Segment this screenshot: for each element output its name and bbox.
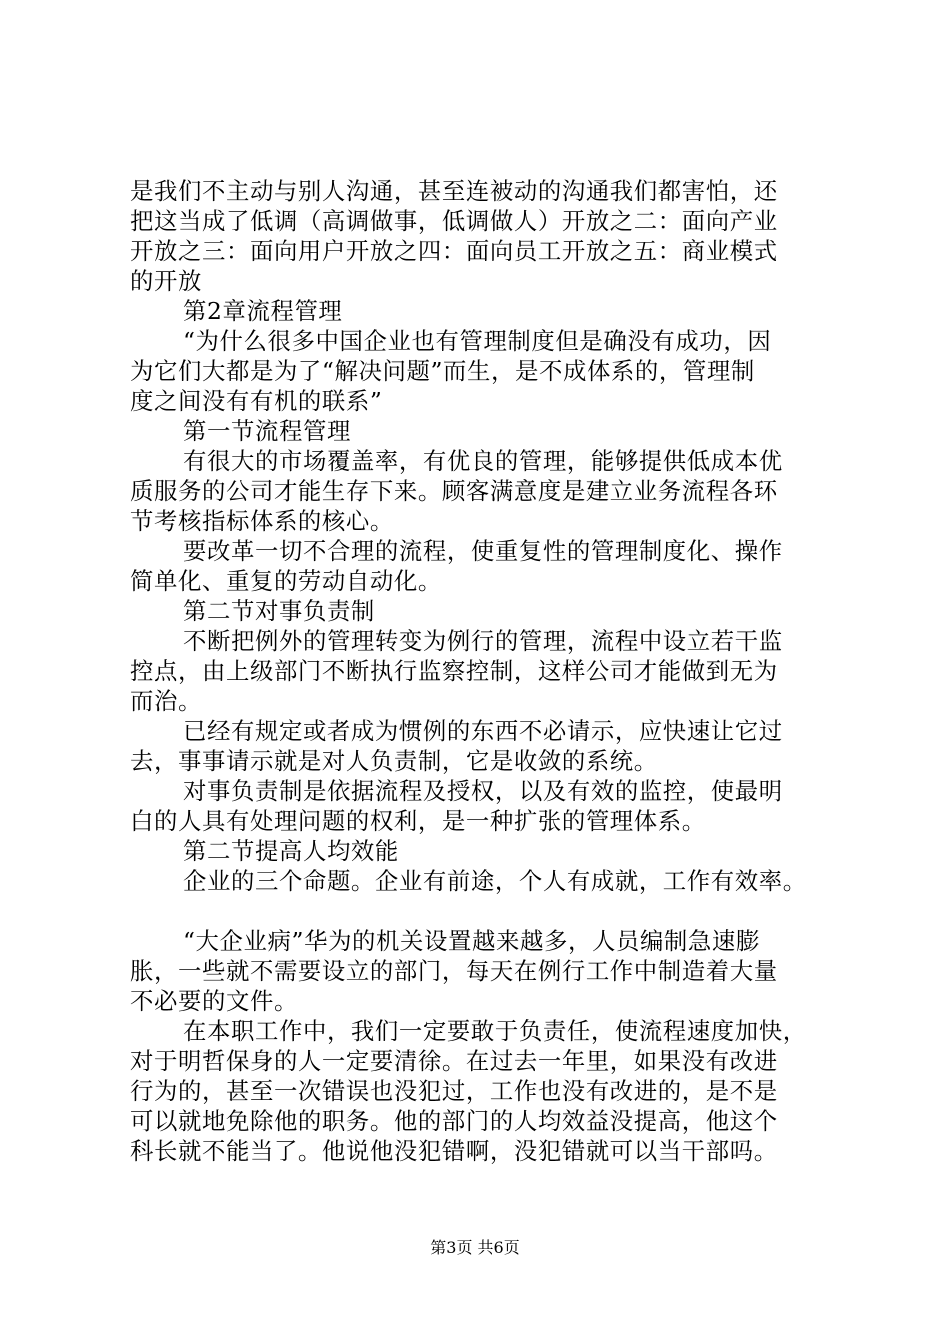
text-line: 要改革一切不合理的流程，使重复性的管理制度化、操作: [183, 537, 783, 565]
text-line: 去，事事请示就是对人负责制，它是收敛的系统。: [130, 747, 658, 775]
text-line: 而治。: [130, 687, 202, 715]
text-line: “大企业病”华为的机关设置越来越多，人员编制急速膨: [183, 927, 760, 955]
text-line: 对事负责制是依据流程及授权，以及有效的监控，使最明: [183, 777, 783, 805]
text-line: 第一节流程管理: [183, 417, 351, 445]
text-line: “为什么很多中国企业也有管理制度但是确没有成功，因: [183, 327, 772, 355]
text-line: 科长就不能当了。他说他没犯错啊，没犯错就可以当干部吗。: [130, 1137, 778, 1165]
text-line: 胀，一些就不需要设立的部门，每天在例行工作中制造着大量: [130, 957, 778, 985]
text-line: 是我们不主动与别人沟通，甚至连被动的沟通我们都害怕，还: [130, 177, 778, 205]
text-line: 不必要的文件。: [130, 987, 298, 1015]
text-line: 对于明哲保身的人一定要清徐。在过去一年里，如果没有改进: [130, 1047, 778, 1075]
text-line: 度之间没有有机的联系”: [130, 387, 383, 415]
page-footer: 第3页 共6页: [430, 1238, 520, 1257]
text-line: 企业的三个命题。企业有前途，个人有成就，工作有效率。: [183, 867, 807, 895]
text-line: 节考核指标体系的核心。: [130, 507, 394, 535]
text-line: 已经有规定或者成为惯例的东西不必请示，应快速让它过: [183, 717, 783, 745]
text-line: 开放之三：面向用户开放之四：面向员工开放之五：商业模式: [130, 237, 778, 265]
text-line: 为它们大都是为了“解决问题”而生，是不成体系的，管理制: [130, 357, 755, 385]
text-line: 有很大的市场覆盖率，有优良的管理，能够提供低成本优: [183, 447, 783, 475]
text-line: 白的人具有处理问题的权利，是一种扩张的管理体系。: [130, 807, 706, 835]
blank-line: [130, 896, 836, 926]
text-line: 第2章流程管理: [183, 297, 343, 325]
text-line: 行为的，甚至一次错误也没犯过，工作也没有改进的，是不是: [130, 1077, 778, 1105]
text-line: 质服务的公司才能生存下来。顾客满意度是建立业务流程各环: [130, 477, 778, 505]
text-line: 把这当成了低调（高调做事，低调做人）开放之二：面向产业: [130, 207, 778, 235]
text-line: 第二节提高人均效能: [183, 837, 399, 865]
document-body: [130, 176, 836, 1166]
text-line: 简单化、重复的劳动自动化。: [130, 567, 442, 595]
text-line: 不断把例外的管理转变为例行的管理，流程中设立若干监: [183, 627, 783, 655]
text-line: 的开放: [130, 267, 202, 295]
text-line: 在本职工作中，我们一定要敢于负责任，使流程速度加快，: [183, 1017, 807, 1045]
text-line: 控点，由上级部门不断执行监察控制，这样公司才能做到无为: [130, 657, 778, 685]
text-line: 第二节对事负责制: [183, 597, 375, 625]
text-line: 可以就地免除他的职务。他的部门的人均效益没提高，他这个: [130, 1107, 778, 1135]
